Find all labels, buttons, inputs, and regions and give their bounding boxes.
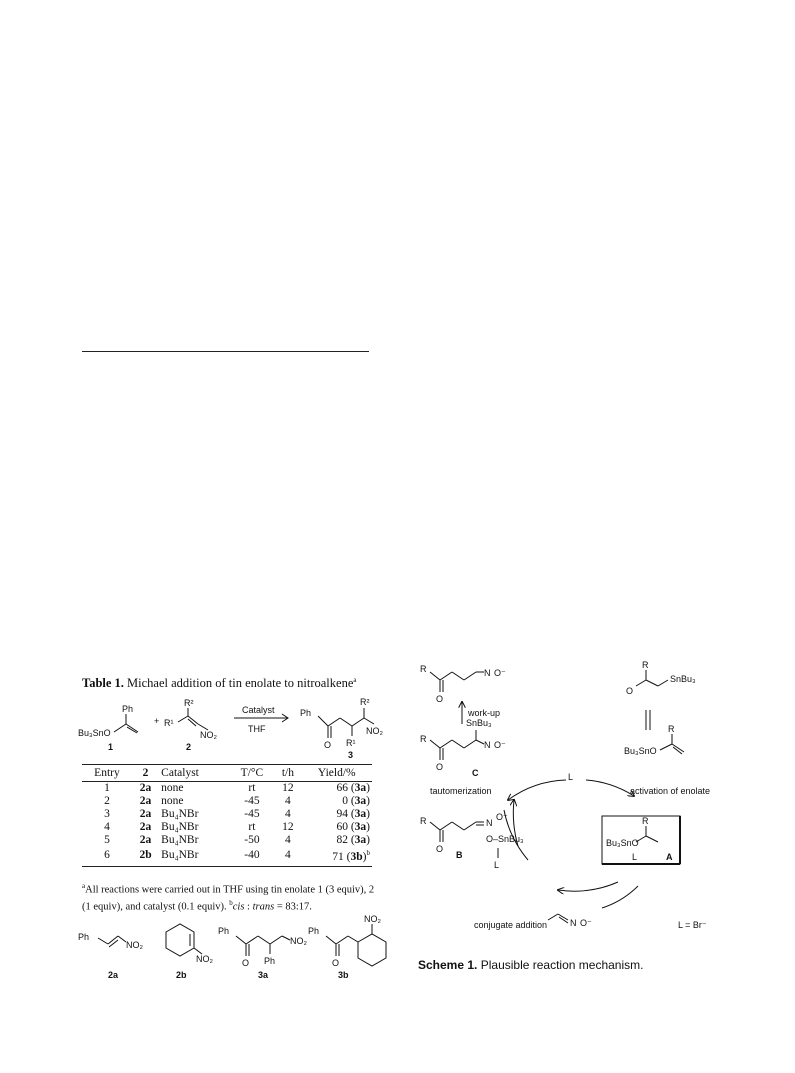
table-row — [82, 847, 372, 866]
product-r1: R¹ — [346, 738, 356, 748]
struct-3a-o: O — [242, 958, 250, 968]
table-row — [82, 834, 372, 847]
cell-catalyst: Bu₄NBr — [161, 808, 199, 820]
enolate-r: R — [668, 724, 675, 734]
product-number: 3 — [348, 750, 354, 760]
plus-sign: + — [154, 716, 160, 726]
scheme1-caption: Scheme 1. Plausible reaction mechanism. — [418, 958, 644, 972]
header-entry: Entry — [82, 765, 132, 782]
b-o: O — [436, 844, 444, 854]
product-no2: NO₂ — [366, 726, 383, 736]
table-row — [82, 821, 372, 834]
struct-3a-ph: Ph — [218, 926, 230, 936]
cell-substrate: 2b — [132, 847, 159, 866]
footnote-rule — [82, 351, 369, 352]
label-c: C — [472, 768, 479, 778]
cell-entry: 1 — [104, 782, 110, 794]
struct-3a-no2: NO₂ — [290, 936, 307, 946]
cell-temp: -45 — [244, 808, 260, 820]
cell-entry: 6 — [82, 847, 132, 866]
cell-catalyst: none — [161, 795, 184, 807]
product-o: O — [324, 740, 332, 750]
cell-substrate: 2a — [139, 808, 152, 820]
cell-catalyst: Bu₄NBr — [159, 847, 229, 866]
header-yield: Yield/% — [302, 765, 372, 782]
table-row — [82, 795, 372, 808]
struct-2b-label: 2b — [176, 970, 187, 980]
top-product-ominus: O⁻ — [494, 668, 506, 678]
struct-3b-o: O — [332, 958, 340, 968]
cell-time: 4 — [285, 795, 291, 807]
table1-structures — [76, 914, 396, 984]
table-header-row — [82, 765, 372, 782]
ligand-definition: L = Br⁻ — [678, 920, 707, 930]
struct-3b-label: 3b — [338, 970, 349, 980]
cell-time: 12 — [282, 782, 294, 794]
product-ph: Ph — [300, 708, 312, 718]
cell-substrate: 2a — [139, 782, 152, 794]
top-product-n: N — [484, 668, 491, 678]
conjugate-label: conjugate addition — [474, 920, 548, 930]
c-ominus: O⁻ — [494, 740, 506, 750]
top-product-r: R — [420, 664, 427, 674]
c-r: R — [420, 734, 427, 744]
cell-yield: 66 (3a) — [336, 782, 370, 794]
cell-substrate: 2a — [139, 795, 152, 807]
cell-catalyst: none — [161, 782, 184, 794]
top-product-o: O — [436, 694, 444, 704]
struct-3b-no2: NO₂ — [364, 914, 381, 924]
cell-temp: -40 — [230, 847, 275, 866]
header-substrate: 2 — [132, 765, 159, 782]
struct-3a-label: 3a — [258, 970, 269, 980]
cell-entry: 4 — [104, 821, 110, 833]
workup-label: work-up — [468, 708, 501, 718]
cell-yield: 94 (3a) — [336, 808, 370, 820]
table1-reaction-scheme — [76, 696, 386, 760]
struct-3a-ph2: Ph — [264, 956, 276, 966]
header-time: t/h — [274, 765, 301, 782]
scheme1-mechanism — [418, 650, 738, 955]
reagent2-no2: NO₂ — [200, 730, 217, 740]
label-a: A — [666, 852, 673, 862]
b-n: N — [486, 818, 493, 828]
struct-3b-ph: Ph — [308, 926, 320, 936]
arrow-thf: THF — [248, 724, 266, 734]
enolate-bu3sno: Bu₃SnO — [624, 746, 657, 756]
b-r: R — [420, 816, 427, 826]
cell-substrate: 2a — [139, 834, 152, 846]
cell-temp: -45 — [244, 795, 260, 807]
reagent1-bu3sno: Bu₃SnO — [78, 728, 111, 738]
cell-catalyst: Bu₄NBr — [161, 821, 199, 833]
nitro-ominus: O⁻ — [580, 918, 592, 928]
arrow-catalyst: Catalyst — [242, 705, 275, 715]
table-row — [82, 808, 372, 821]
cell-temp: rt — [248, 782, 256, 794]
table1-footnotes: $^a$All reactions were carried out in THF using tin enolate 1 (3 equiv), 2 (1 equiv), and catalyst (0.1 equiv). $^b$cis : trans = 83:17. — [82, 882, 375, 912]
cell-entry: 5 — [104, 834, 110, 846]
struct-2a-label: 2a — [108, 970, 119, 980]
a-ligand: L — [632, 852, 638, 862]
cell-catalyst: Bu₄NBr — [161, 834, 199, 846]
reagent1-ph: Ph — [122, 704, 134, 714]
header-catalyst: Catalyst — [159, 765, 229, 782]
a-r: R — [642, 816, 649, 826]
cell-time: 4 — [285, 808, 291, 820]
cell-time: 4 — [274, 847, 301, 866]
struct-2a-no2: NO₂ — [126, 940, 143, 950]
c-o: O — [436, 762, 444, 772]
cell-yield: 71 $(3b)^b$ — [302, 847, 372, 866]
cell-temp: -50 — [244, 834, 260, 846]
c-n: N — [484, 740, 491, 750]
reagent2-r1: R¹ — [164, 718, 174, 728]
b-ligand: L — [494, 860, 500, 870]
tautomerization-label: tautomerization — [430, 786, 492, 796]
c-snbu3: SnBu₃ — [466, 718, 492, 728]
cell-yield: 0 (3a) — [342, 795, 370, 807]
product-r2: R² — [360, 697, 370, 707]
header-temp: T/°C — [230, 765, 275, 782]
nitro-n: N — [570, 918, 577, 928]
cell-substrate: 2a — [139, 821, 152, 833]
cell-entry: 2 — [104, 795, 110, 807]
struct-2b-no2: NO₂ — [196, 954, 213, 964]
struct-2a-ph: Ph — [78, 932, 90, 942]
reagent2-number: 2 — [186, 742, 192, 752]
cell-time: 12 — [282, 821, 294, 833]
cell-time: 4 — [285, 834, 291, 846]
b-osnbu3: O–SnBu₃ — [486, 834, 524, 844]
label-b: B — [456, 850, 463, 860]
table-row — [82, 782, 372, 796]
reagent2-r2: R² — [184, 698, 194, 708]
results-table — [82, 764, 372, 867]
reagent1-number: 1 — [108, 742, 114, 752]
cell-entry: 3 — [104, 808, 110, 820]
a-bu3sno: Bu₃SnO — [606, 838, 639, 848]
b-ominus: O⁻ — [496, 812, 508, 822]
footnote-a: All reactions were carried out in THF using tin enolate 1 (3 equiv), 2 (1 equiv), and catalyst (0.1 equiv). — [82, 884, 375, 912]
cell-yield: 60 (3a) — [336, 821, 370, 833]
cell-yield: 82 (3a) — [336, 834, 370, 846]
cell-temp: rt — [248, 821, 256, 833]
cycle-ligand-top: L — [568, 772, 574, 782]
topright-snbu3: SnBu₃ — [670, 674, 696, 684]
table1-caption: Table 1. Michael addition of tin enolate to nitroalkene$^a$ — [82, 676, 357, 691]
topright-o: O — [626, 686, 634, 696]
activation-label: activation of enolate — [630, 786, 711, 796]
topright-r: R — [642, 660, 649, 670]
